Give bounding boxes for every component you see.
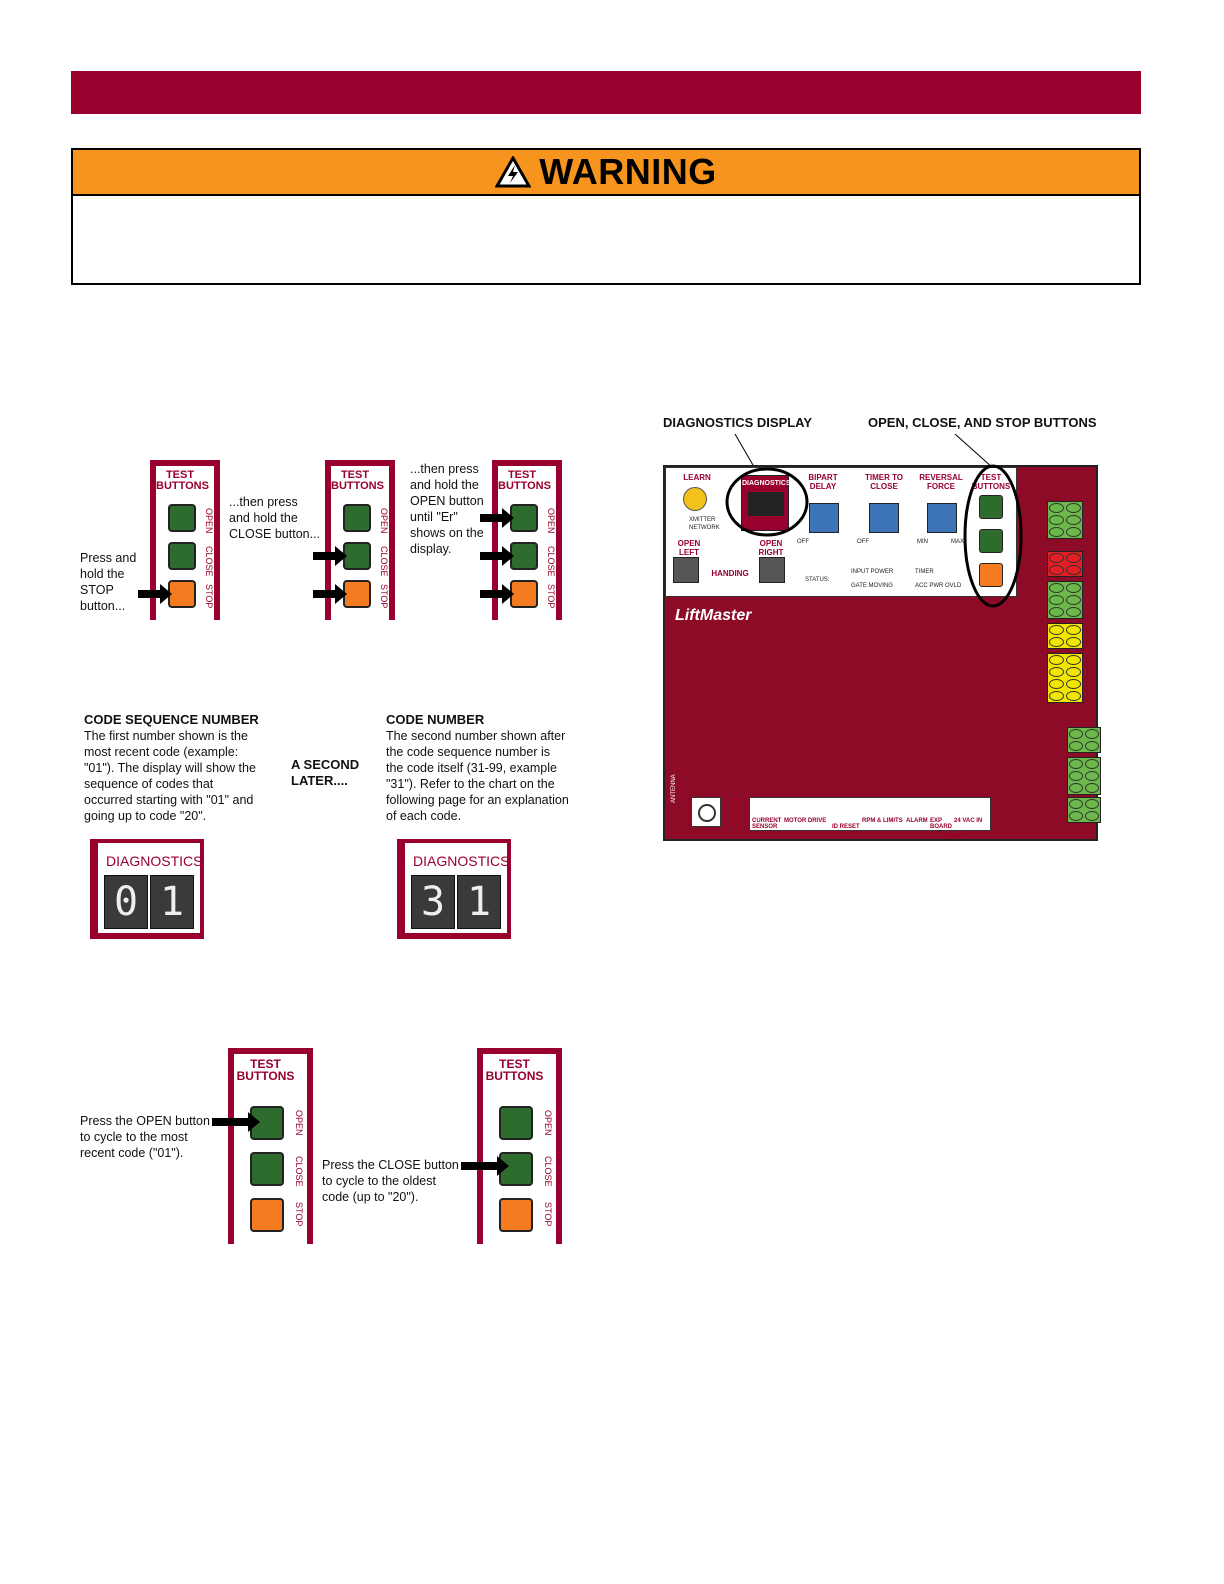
close-side-label: CLOSE: [546, 546, 556, 577]
gate-moving-label: GATE MOVING: [851, 583, 893, 589]
close-test-button[interactable]: [343, 542, 371, 570]
arrow-icon: [212, 1118, 250, 1126]
open-side-label: OPEN: [543, 1110, 553, 1136]
buttons-callout: OPEN, CLOSE, AND STOP BUTTONS: [868, 415, 1097, 430]
stop-test-button[interactable]: [499, 1198, 533, 1232]
open-side-label: OPEN: [379, 508, 389, 534]
open-test-button[interactable]: [343, 504, 371, 532]
reversal-max-label: MAX: [951, 539, 965, 545]
timer-to-close-dial[interactable]: [869, 503, 899, 533]
close-test-button[interactable]: [250, 1152, 284, 1186]
bipart-off-label: OFF: [797, 539, 809, 545]
step3-text: ...then press and hold the OPEN button until "Er" shows on the display.: [410, 462, 484, 556]
digit: 1: [150, 875, 194, 929]
test-title-2: BUTTONS: [236, 1069, 295, 1083]
bipart-delay-label: BIPART DELAY: [808, 473, 838, 491]
arrow-icon: [313, 552, 337, 560]
code-number-block: [386, 712, 570, 824]
bottom-label: MOTOR DRIVE: [784, 818, 827, 824]
open-left-label: OPEN LEFT: [677, 539, 701, 557]
diagnostics-label: DIAGNOSTICS: [413, 853, 510, 869]
brand-logo: LiftMaster: [675, 607, 752, 624]
input-power-label: INPUT POWER: [851, 569, 894, 575]
control-board: [663, 465, 1098, 841]
test-title-1: TEST: [250, 1057, 281, 1071]
reversal-min-label: MIN: [917, 539, 928, 545]
antenna-label: ANTENNA: [671, 774, 677, 803]
bottom-label: ALARM: [906, 818, 928, 824]
stop-side-label: STOP: [204, 584, 214, 609]
bottom-label: EXP BOARD: [930, 818, 952, 830]
test-buttons-panel-cycle-open: [228, 1048, 313, 1244]
stop-side-label: STOP: [543, 1202, 553, 1227]
arrow-icon: [461, 1162, 499, 1170]
open-right-label: OPEN RIGHT: [758, 539, 784, 557]
antenna-connector: [691, 797, 721, 827]
test-title-1: TEST: [499, 1057, 530, 1071]
cycle-open-text: Press the OPEN button to cycle to the most recent code ("01").: [80, 1114, 210, 1160]
terminal-block: [1047, 623, 1083, 649]
terminal-block: [1047, 501, 1083, 539]
code-sequence-body: The first number shown is the most recent code (example: "01"). The display will show the sequence of codes that occurred starting with "01" and going up to code "20".: [84, 729, 256, 823]
status-label: STATUS:: [805, 577, 830, 583]
network-label: NETWORK: [689, 525, 720, 531]
step1-text: Press and hold the STOP button...: [80, 551, 137, 613]
buttons-callout-circle: [961, 463, 1025, 609]
stop-test-button[interactable]: [510, 580, 538, 608]
acc-pwr-ovld-label: ACC PWR OVLD: [915, 583, 962, 589]
code-number-heading: CODE NUMBER: [386, 712, 485, 727]
terminal-block: [1067, 797, 1101, 823]
arrow-icon: [313, 590, 337, 598]
bottom-connector-strip: [749, 797, 991, 831]
code-sequence-heading: CODE SEQUENCE NUMBER: [84, 712, 259, 727]
stop-side-label: STOP: [546, 584, 556, 609]
stop-side-label: STOP: [379, 584, 389, 609]
reversal-force-label: REVERSAL FORCE: [919, 473, 963, 491]
stop-test-button[interactable]: [250, 1198, 284, 1232]
bipart-delay-dial[interactable]: [809, 503, 839, 533]
diagnostics-label: DIAGNOSTICS: [106, 853, 203, 869]
a-second-later: A SECOND LATER....: [291, 757, 360, 788]
code-number-body: The second number shown after the code sequence number is the code itself (31-99, example "31"). Refer to the chart on the following page for an explanation of each code.: [386, 729, 569, 823]
hazard-triangle-icon: [495, 156, 531, 188]
gnd-label: GND: [947, 833, 961, 839]
warning-header: [73, 150, 1139, 196]
handing-label: HANDING: [711, 569, 749, 578]
learn-label: LEARN: [683, 473, 711, 482]
timer-status-label: TIMER: [915, 569, 934, 575]
terminal-block: [1067, 757, 1101, 795]
close-side-label: CLOSE: [294, 1156, 304, 1187]
open-side-label: OPEN: [204, 508, 214, 534]
close-side-label: CLOSE: [204, 546, 214, 577]
diagnostics-display-callout: DIAGNOSTICS DISPLAY: [663, 415, 813, 430]
warning-title: WARNING: [539, 151, 717, 192]
test-buttons-panel-cycle-close: [477, 1048, 562, 1244]
board-diagnostics-label: DIAGNOSTICS: [742, 480, 791, 487]
close-side-label: CLOSE: [543, 1156, 553, 1187]
open-test-button[interactable]: [510, 504, 538, 532]
stop-side-label: STOP: [294, 1202, 304, 1227]
bottom-label: ID RESET: [832, 824, 860, 830]
xmitter-label: XMITTER: [689, 517, 716, 523]
code-sequence-block: [84, 712, 264, 824]
learn-button[interactable]: [683, 487, 707, 511]
open-right-button[interactable]: [759, 557, 785, 583]
board-test-buttons-label: TEST BUTTONS: [971, 473, 1011, 491]
open-left-button[interactable]: [673, 557, 699, 583]
stop-test-button[interactable]: [168, 580, 196, 608]
digit: 1: [457, 875, 501, 929]
terminal-block: [1047, 581, 1083, 619]
digit: 0: [104, 875, 148, 929]
open-side-label: OPEN: [546, 508, 556, 534]
test-title-1: TEST: [340, 469, 370, 481]
diagnostics-display-01: [90, 839, 204, 939]
test-title-2: BUTTONS: [156, 480, 209, 492]
test-title-2: BUTTONS: [485, 1069, 544, 1083]
open-test-button[interactable]: [168, 504, 196, 532]
diagnostics-display-31: [397, 839, 511, 939]
close-test-button[interactable]: [510, 542, 538, 570]
bottom-label: 24 VAC IN: [954, 818, 983, 824]
terminal-block: [1067, 727, 1101, 753]
close-side-label: CLOSE: [379, 546, 389, 577]
open-test-button[interactable]: [499, 1106, 533, 1140]
test-title-1: TEST: [165, 469, 195, 481]
header-banner: [71, 71, 1141, 114]
timer-to-close-label: TIMER TO CLOSE: [864, 473, 904, 491]
test-title-1: TEST: [507, 469, 537, 481]
bottom-label: RPM & LIMITS: [862, 818, 903, 824]
open-side-label: OPEN: [294, 1110, 304, 1136]
terminal-block: [1047, 653, 1083, 703]
bottom-label: CURRENT SENSOR: [752, 818, 782, 830]
close-test-button[interactable]: [168, 542, 196, 570]
arrow-icon: [480, 590, 504, 598]
test-title-2: BUTTONS: [331, 480, 384, 492]
test-title-2: BUTTONS: [498, 480, 551, 492]
stop-test-button[interactable]: [343, 580, 371, 608]
terminal-block: [1047, 551, 1083, 577]
timer-off-label: OFF: [857, 539, 869, 545]
reversal-force-dial[interactable]: [927, 503, 957, 533]
warning-box: [71, 148, 1141, 285]
digit: 3: [411, 875, 455, 929]
cycle-close-text: Press the CLOSE button to cycle to the oldest code (up to "20").: [322, 1158, 459, 1204]
step2-text: ...then press and hold the CLOSE button...: [229, 495, 321, 541]
